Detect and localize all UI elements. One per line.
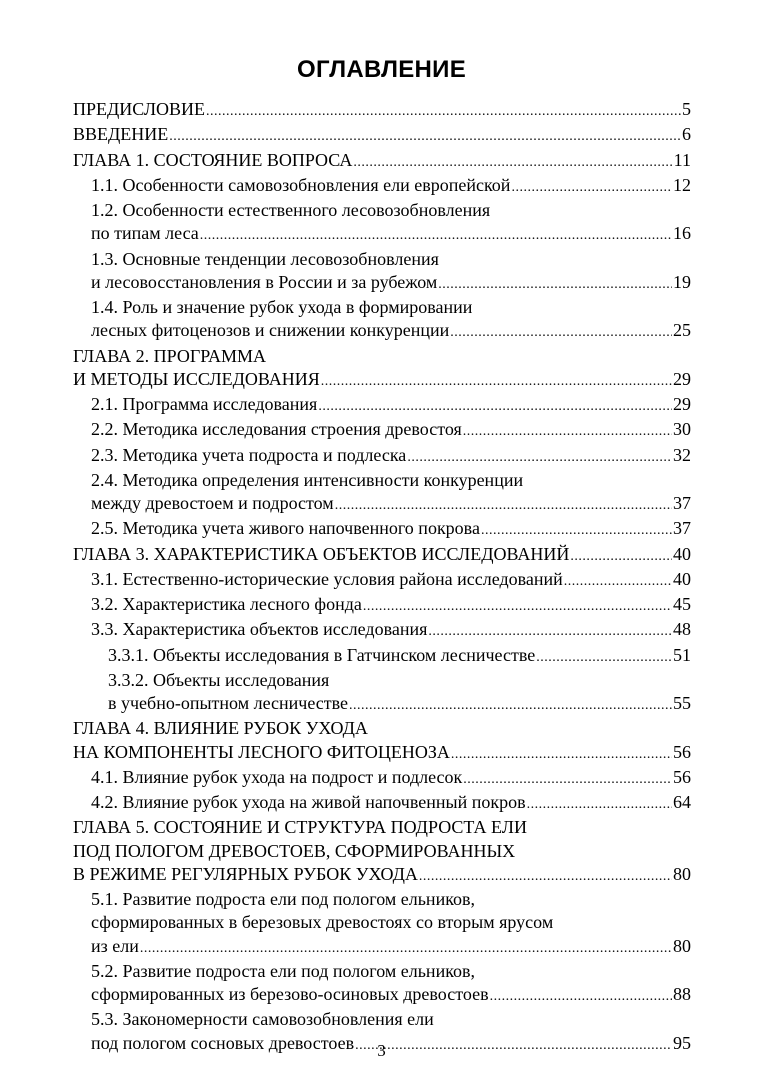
dot-leader xyxy=(451,743,672,766)
toc-entry-title-line: В РЕЖИМЕ РЕГУЛЯРНЫХ РУБОК УХОДА xyxy=(73,863,418,884)
toc-entry-row xyxy=(73,149,691,174)
toc-entry-row xyxy=(91,935,691,960)
toc-entry[interactable] xyxy=(73,444,691,469)
toc-entry-page: 56 xyxy=(673,741,691,762)
toc-entry-row xyxy=(73,123,691,148)
toc-entry-title-line: между древостоем и подростом xyxy=(91,493,334,513)
dot-leader xyxy=(428,620,672,643)
toc-entry-page: 16 xyxy=(673,223,691,244)
toc-entry-title-line: 2.3. Методика учета подроста и подлеска xyxy=(91,444,407,465)
toc-entry-row xyxy=(108,644,691,669)
toc-entry[interactable] xyxy=(73,717,691,766)
toc-entry-title-line: по типам леса xyxy=(91,223,199,244)
toc-entry-page: 56 xyxy=(673,766,691,787)
toc-entry-title-line: ГЛАВА 5. СОСТОЯНИЕ И СТРУКТУРА ПОДРОСТА ЕЛИ xyxy=(73,817,527,838)
toc-entry[interactable] xyxy=(73,543,691,568)
toc-entry-page: 48 xyxy=(673,619,691,640)
toc-entry[interactable] xyxy=(73,248,691,297)
toc-entry-page: 37 xyxy=(673,493,691,513)
toc-entry-title-line: 3.3. Характеристика объектов исследования xyxy=(91,619,428,640)
toc-entry-title-line: 5.3. Закономерности самовозобновления ели xyxy=(91,1009,434,1030)
toc-entry-page: 40 xyxy=(673,568,691,589)
toc-entry-page: 11 xyxy=(673,149,691,170)
toc-entry-row xyxy=(91,271,691,296)
toc-entry-title-line: ГЛАВА 1. СОСТОЯНИЕ ВОПРОСА xyxy=(73,149,353,170)
toc-entry[interactable] xyxy=(73,766,691,791)
toc-entry-title-line: ГЛАВА 3. ХАРАКТЕРИСТИКА ОБЪЕКТОВ ИССЛЕДОВАНИЙ xyxy=(73,543,570,564)
toc-entry-title-line: 3.1. Естественно-исторические условия района исследований xyxy=(91,568,563,589)
toc-entry-title-line: под пологом сосновых древостоев xyxy=(91,1032,355,1053)
dot-leader xyxy=(570,545,672,568)
toc-entry-row xyxy=(73,741,691,766)
toc-entry-row xyxy=(73,543,691,568)
toc-entry[interactable] xyxy=(73,517,691,542)
dot-leader xyxy=(536,646,672,669)
toc-entry[interactable] xyxy=(73,418,691,443)
toc-entry[interactable] xyxy=(73,618,691,643)
toc-entry-title-line: 4.1. Влияние рубок ухода на подрост и подлесок xyxy=(91,766,463,787)
toc-entry-title-line: 2.5. Методика учета живого напочвенного покрова xyxy=(91,518,480,539)
dot-leader xyxy=(363,595,672,618)
dot-leader xyxy=(490,985,672,1008)
toc-entry[interactable] xyxy=(73,644,691,669)
dot-leader xyxy=(321,370,672,393)
toc-entry-title-line: ПРЕДИСЛОВИЕ xyxy=(73,99,206,119)
dot-leader xyxy=(169,125,681,148)
toc-entry-title-line: И МЕТОДЫ ИССЛЕДОВАНИЯ xyxy=(73,368,320,389)
toc-entry-row xyxy=(73,368,691,393)
toc-entry[interactable] xyxy=(73,469,691,518)
dot-leader xyxy=(463,768,672,791)
dot-leader xyxy=(353,151,672,174)
toc-entry[interactable] xyxy=(73,149,691,174)
toc-entry-title-line: 2.2. Методика исследования строения древостоя xyxy=(91,419,462,440)
toc-entry[interactable] xyxy=(73,296,691,345)
toc-entry-row xyxy=(73,863,691,888)
toc-entry-page: 80 xyxy=(673,935,691,956)
toc-entry-title-line: ГЛАВА 4. ВЛИЯНИЕ РУБОК УХОДА xyxy=(73,718,368,739)
toc-entry-title-line: 1.2. Особенности естественного лесовозобновления xyxy=(91,200,491,220)
toc-entry-title-line: НА КОМПОНЕНТЫ ЛЕСНОГО ФИТОЦЕНОЗА xyxy=(73,741,450,762)
dot-leader xyxy=(407,446,672,469)
toc-entry[interactable] xyxy=(73,669,691,718)
toc-entry-row xyxy=(91,983,691,1008)
toc-entry[interactable] xyxy=(73,816,691,888)
toc-entry-row xyxy=(91,618,691,643)
toc-entry[interactable] xyxy=(73,199,691,248)
toc-entry-page: 80 xyxy=(673,863,691,884)
dot-leader xyxy=(564,570,672,593)
toc-entry[interactable] xyxy=(73,174,691,199)
toc-entry-title-line: сформированных из березово-осиновых древостоев xyxy=(91,984,489,1004)
toc-entry[interactable] xyxy=(73,791,691,816)
toc-entry-row xyxy=(91,766,691,791)
toc-entry-page: 88 xyxy=(673,984,691,1004)
toc-entry-title-line: ВВЕДЕНИЕ xyxy=(73,124,169,145)
toc-entry-row xyxy=(91,791,691,816)
toc-entry-row xyxy=(91,174,691,199)
toc-entry[interactable] xyxy=(73,888,691,960)
toc-entry-row xyxy=(91,444,691,469)
toc-entry-title-line: 2.4. Методика определения интенсивности конкуренции xyxy=(91,469,524,490)
toc-entry-title-line: 3.2. Характеристика лесного фонда xyxy=(91,594,362,614)
toc-entry-page: 19 xyxy=(673,271,691,292)
toc-entry-page: 12 xyxy=(673,174,691,195)
toc-entry-page: 6 xyxy=(682,124,691,145)
toc-entry-page: 64 xyxy=(673,792,691,812)
toc-entry[interactable] xyxy=(73,123,691,148)
toc-entry-row xyxy=(73,98,691,123)
toc-entry-title-line: ПОД ПОЛОГОМ ДРЕВОСТОЕВ, СФОРМИРОВАННЫХ xyxy=(73,840,516,861)
toc-entry-title-line: сформированных в березовых древостоях со вторым ярусом xyxy=(91,912,554,933)
toc-entry-row xyxy=(91,319,691,344)
toc-entry-page: 55 xyxy=(673,693,691,713)
toc-entry-title-line: в учебно-опытном лесничестве xyxy=(108,693,349,713)
toc-entry-title-line: и лесовосстановления в России и за рубежом xyxy=(91,271,438,292)
toc-entry-row xyxy=(91,393,691,418)
toc-entry-title-line: 5.1. Развитие подроста ели под пологом ельников, xyxy=(91,889,476,909)
toc-entry-title-line: 1.4. Роль и значение рубок ухода в формировании xyxy=(91,297,473,317)
toc-entry-row xyxy=(91,568,691,593)
dot-leader xyxy=(450,321,672,344)
toc-entry-page: 29 xyxy=(673,368,691,389)
toc-entry-title-line: 1.1. Особенности самовозобновления ели европейской xyxy=(91,174,511,195)
toc-entry[interactable] xyxy=(73,593,691,618)
dot-leader xyxy=(481,519,672,542)
toc-entry-title-line: 5.2. Развитие подроста ели под пологом ельников, xyxy=(91,960,476,981)
toc-entry-title-line: 3.3.2. Объекты исследования xyxy=(108,669,330,690)
toc-entry[interactable] xyxy=(73,960,691,1009)
page-title: ОГЛАВЛЕНИЕ xyxy=(296,56,467,83)
toc-entry-page: 5 xyxy=(682,99,691,119)
toc-entry-row xyxy=(91,593,691,618)
toc-entry[interactable] xyxy=(73,98,691,123)
table-of-contents xyxy=(73,98,691,1057)
toc-entry-row xyxy=(91,418,691,443)
toc-entry-page: 51 xyxy=(673,644,691,665)
toc-entry[interactable] xyxy=(73,345,691,394)
toc-entry-row xyxy=(91,222,691,247)
toc-entry-title-line: из ели xyxy=(91,935,139,956)
toc-entry-page: 40 xyxy=(673,543,691,564)
toc-entry-row xyxy=(108,692,691,717)
toc-entry-title-line: 3.3.1. Объекты исследования в Гатчинском лесничестве xyxy=(108,644,536,665)
dot-leader xyxy=(527,793,672,816)
toc-entry-page: 37 xyxy=(673,518,691,539)
toc-entry-title-line: 2.1. Программа исследования xyxy=(91,394,318,414)
toc-entry-page: 32 xyxy=(673,444,691,465)
dot-leader xyxy=(511,176,672,199)
dot-leader xyxy=(206,100,681,123)
toc-entry-row xyxy=(91,517,691,542)
toc-entry-page: 29 xyxy=(673,394,691,414)
dot-leader xyxy=(318,395,672,418)
toc-entry-row xyxy=(91,492,691,517)
toc-entry-title-line: 1.3. Основные тенденции лесовозобновления xyxy=(91,248,439,269)
toc-entry-page: 95 xyxy=(673,1032,691,1053)
dot-leader xyxy=(200,224,672,247)
dot-leader xyxy=(419,865,672,888)
dot-leader xyxy=(349,694,672,717)
toc-entry-title-line: 4.2. Влияние рубок ухода на живой напочвенный покров xyxy=(91,792,526,812)
dot-leader xyxy=(463,420,672,443)
page-number: 3 xyxy=(377,1041,386,1060)
toc-entry-title-line: лесных фитоценозов и снижении конкуренции xyxy=(91,320,450,341)
toc-entry-page: 30 xyxy=(673,419,691,440)
dot-leader xyxy=(140,937,672,960)
toc-entry[interactable] xyxy=(73,393,691,418)
dot-leader xyxy=(335,494,672,517)
toc-entry[interactable] xyxy=(73,568,691,593)
toc-entry-page: 45 xyxy=(673,594,691,614)
dot-leader xyxy=(438,273,672,296)
toc-entry-title-line: ГЛАВА 2. ПРОГРАММА xyxy=(73,345,266,366)
toc-entry-page: 25 xyxy=(673,320,691,341)
